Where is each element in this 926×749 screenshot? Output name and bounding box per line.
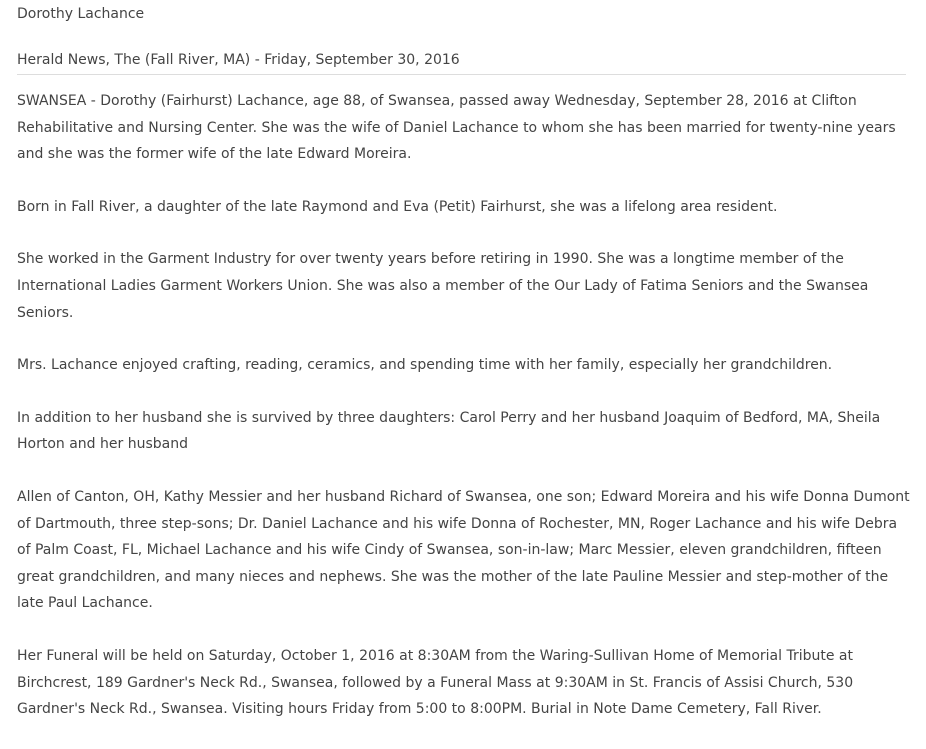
paragraph-survivors-start: In addition to her husband she is survived by three daughters: Carol Perry and her husband Joaquim of Bedford, MA, Sheila Horton and her husband bbox=[17, 409, 881, 453]
paragraph-death-notice: SWANSEA - Dorothy (Fairhurst) Lachance, age 88, of Swansea, passed away Wednesday, September 28, 2016 at Clifton Rehabilitative and Nursing Center. She was the wife of Daniel Lachance to whom she has been married for twenty-nine years and she was the former wife of the late Edward Moreira. bbox=[17, 93, 896, 163]
header-divider bbox=[17, 74, 906, 75]
obituary-title: Dorothy Lachance bbox=[17, 6, 145, 22]
publication-source: Herald News, The (Fall River, MA) - Friday, September 30, 2016 bbox=[17, 52, 460, 68]
paragraph-hobbies: Mrs. Lachance enjoyed crafting, reading, ceramics, and spending time with her family, especially her grandchildren. bbox=[17, 357, 833, 374]
paragraph-survivors-continued: Allen of Canton, OH, Kathy Messier and her husband Richard of Swansea, one son; Edward Moreira and his wife Donna Dumont of Dartmouth, three step-sons; Dr. Daniel Lachance and his wife Donna of Rochester, MN, Roger Lachance and his wife Debra of Palm Coast, FL, Michael Lachance and his wife Cindy of Swansea, son-in-law; Marc Messier, eleven grandchildren, fifteen great grandchildren, and many nieces and nephews. She was the mother of the late Pauline Messier and step-mother of the late Paul Lachance. bbox=[17, 488, 910, 612]
paragraph-work: She worked in the Garment Industry for over twenty years before retiring in 1990. She was a longtime member of the International Ladies Garment Workers Union. She was also a member of the Our Lady of Fatima Seniors and the Swansea Seniors. bbox=[17, 251, 869, 321]
paragraph-birth: Born in Fall River, a daughter of the late Raymond and Eva (Petit) Fairhurst, she was a lifelong area resident. bbox=[17, 198, 778, 215]
paragraph-funeral: Her Funeral will be held on Saturday, October 1, 2016 at 8:30AM from the Waring-Sullivan Home of Memorial Tribute at Birchcrest, 189 Gardner's Neck Rd., Swansea, followed by a Funeral Mass at 9:30AM in St. Francis of Assisi Church, 530 Gardner's Neck Rd., Swansea. Visiting hours Friday from 5:00 to 8:00PM. Burial in Note Dame Cemetery, Fall River. bbox=[17, 647, 854, 718]
obituary-body bbox=[17, 88, 910, 749]
